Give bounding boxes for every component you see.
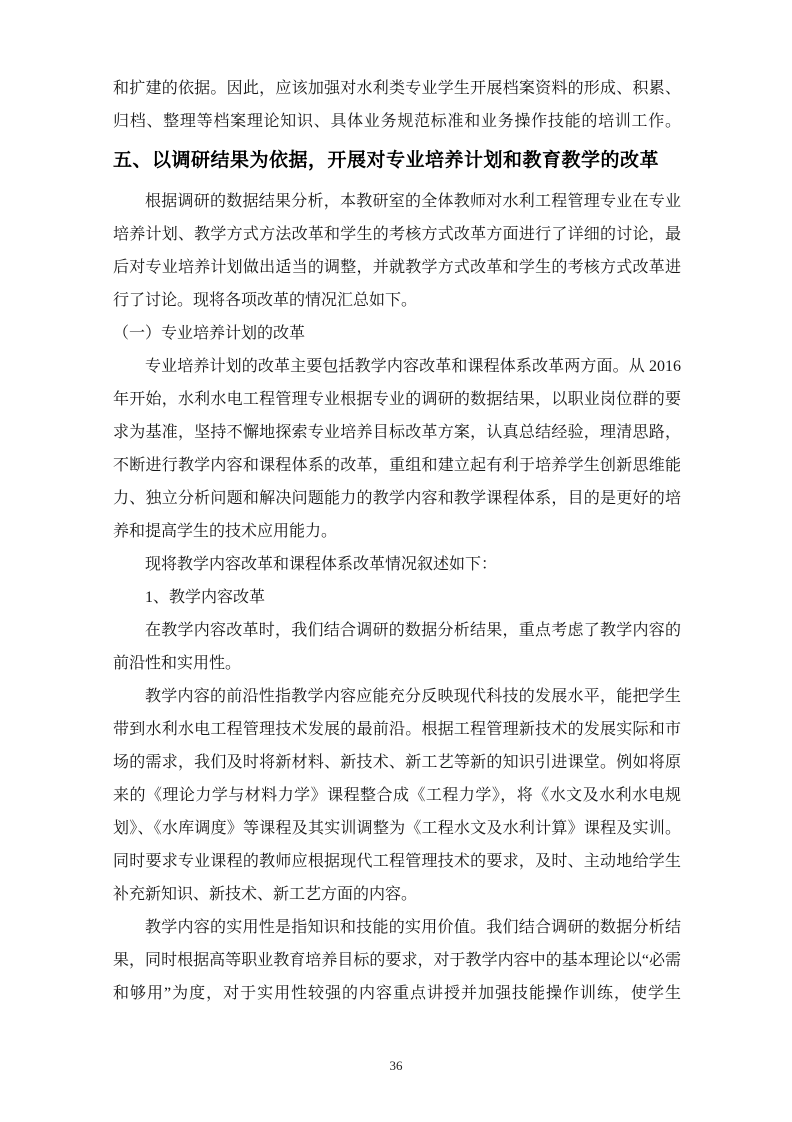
practicality-paragraph: 教学内容的实用性是指知识和技能的实用价值。我们结合调研的数据分析结果，同时根据高等职业教育培养目标的要求，对于教学内容中的基本理论以“必需和够用”为度，对于实用性较强的内容重点讲授并加强技能操作训练，使学生 <box>113 919 681 1002</box>
plan-reform-paragraph: 专业培养计划的改革主要包括教学内容改革和课程体系改革两方面。从 2016 年开始，水利水电工程管理专业根据专业的调研的数据结果，以职业岗位群的要求为基准，坚持不懈地探索专业培养目标改革方案，认真总结经验，理清思路，不断进行教学内容和课程体系的改革，重组和建立起有利于培养学生创新思维能力、独立分析问题和解决问题能力的教学内容和教学课程体系，目的是更好的培养和提高学生的技术应用能力。 <box>113 358 681 540</box>
intro-paragraph: 根据调研的数据结果分析，本教研室的全体教师对水利工程管理专业在专业培养计划、教学方式方法改革和学生的考核方式改革方面进行了详细的讨论，最后对专业培养计划做出适当的调整，并就教学方式改革和学生的考核方式改革进行了讨论。现将各项改革的情况汇总如下。 <box>113 193 681 309</box>
subsection-heading: （一）专业培养计划的改革 <box>113 325 306 342</box>
frontier-paragraph: 教学内容的前沿性指教学内容应能充分反映现代科技的发展水平，能把学生带到水利水电工程管理技术发展的最前沿。根据工程管理新技术的发展实际和市场的需求，我们及时将新材料、新技术、新工艺等新的知识引进课堂。例如将原来的《理论力学与材料力学》课程整合成《工程力学》，将《水文及水利水电规划》、《水库调度》等课程及其实训调整为《工程水文及水利计算》课程及实训。同时要求专业课程的教师应根据现代工程管理技术的要求，及时、主动地给学生补充新知识、新技术、新工艺方面的内容。 <box>113 688 681 903</box>
content-reform-paragraph: 在教学内容改革时，我们结合调研的数据分析结果，重点考虑了教学内容的前沿性和实用性。 <box>113 622 681 672</box>
page-number: 36 <box>389 1058 403 1073</box>
transition-paragraph: 现将教学内容改革和课程体系改革情况叙述如下： <box>145 556 498 573</box>
section-heading: 五、以调研结果为依据，开展对专业培养计划和教育教学的改革 <box>113 150 660 171</box>
item-heading: 1、教学内容改革 <box>145 589 266 606</box>
continuation-paragraph: 和扩建的依据。因此，应该加强对水利类专业学生开展档案资料的形成、积累、归档、整理等档案理论知识、具体业务规范标准和业务操作技能的培训工作。 <box>113 80 681 130</box>
